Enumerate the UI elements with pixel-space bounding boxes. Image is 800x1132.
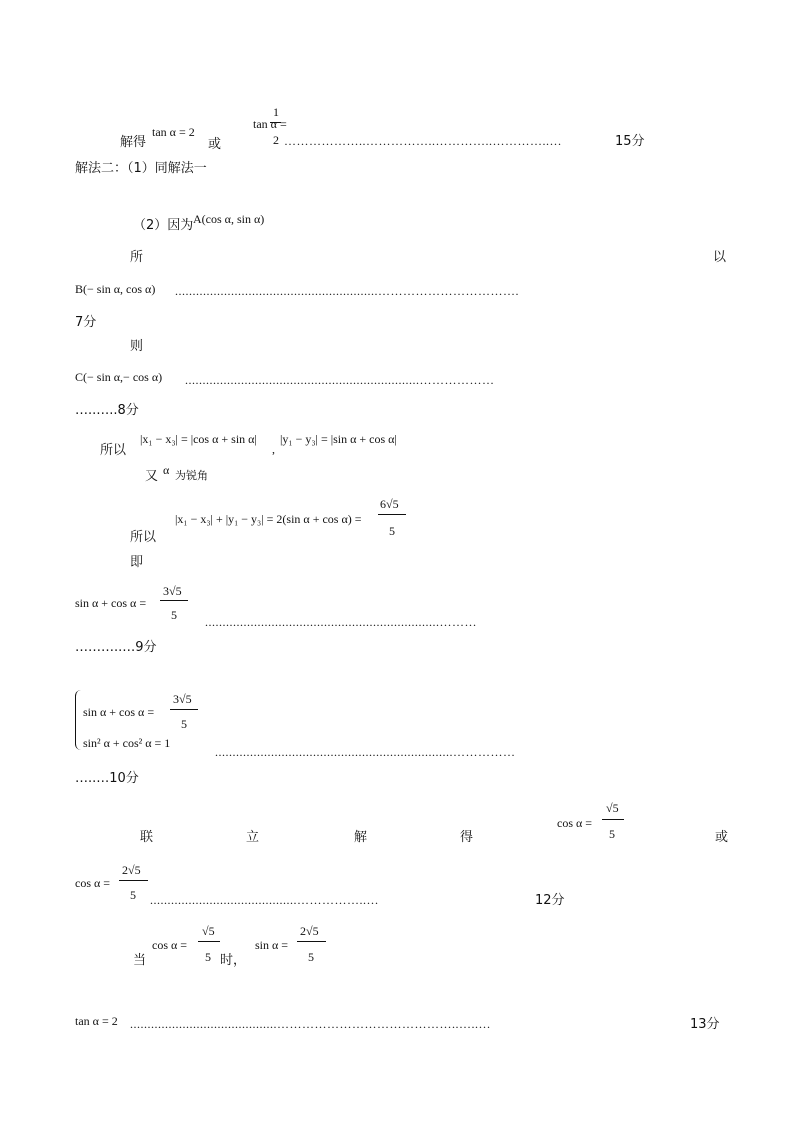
math: tan α = 2 xyxy=(75,1014,118,1028)
math: sin α = xyxy=(255,938,289,952)
fraction-bar xyxy=(119,880,148,881)
math: C(− sin α,− cos α) xyxy=(75,370,163,384)
text: 或 xyxy=(715,830,729,845)
fraction-bar xyxy=(378,514,406,515)
fraction-denominator: 5 xyxy=(171,608,177,622)
fraction-numerator: 1 xyxy=(273,105,279,119)
fraction-denominator: 5 xyxy=(389,524,395,538)
math: |y₁ − y₃| = |sin α + cos α| xyxy=(280,432,397,446)
text: 以 xyxy=(713,250,727,265)
text: 所以 xyxy=(130,530,157,545)
fraction-denominator: 5 xyxy=(609,827,615,841)
score: …..…10分 xyxy=(75,771,139,786)
math: tan α = 2 xyxy=(152,125,195,139)
text: 为锐角 xyxy=(175,469,208,482)
fraction-denominator: 5 xyxy=(181,717,187,731)
score: 7分 xyxy=(75,315,97,330)
math: cos α = xyxy=(557,816,593,830)
score: ………..…9分 xyxy=(75,640,157,655)
text: 解 xyxy=(354,830,368,845)
math: |x₁ − x₃| + |y₁ − y₃| = 2(sin α + cos α) = xyxy=(175,512,362,526)
math: α xyxy=(163,463,170,477)
fraction-numerator: √5 xyxy=(202,924,215,938)
text: （2）因为 xyxy=(133,218,194,233)
math: cos α = xyxy=(152,938,188,952)
text: 即 xyxy=(130,555,144,570)
fraction-bar xyxy=(198,941,220,942)
math: tan α = xyxy=(253,117,287,131)
math: sin² α + cos² α = 1 xyxy=(83,736,171,750)
fraction-numerator: 3√5 xyxy=(173,692,192,706)
score: …..…..8分 xyxy=(75,403,139,418)
fraction-bar xyxy=(297,941,326,942)
fraction-denominator: 5 xyxy=(205,950,211,964)
leader-dots: ..........................................................……………………………. xyxy=(175,285,519,297)
text: 或 xyxy=(208,137,222,152)
score: 12分 xyxy=(535,893,565,908)
fraction-denominator: 2 xyxy=(273,133,279,147)
leader-dots: ....................................................................…………… xyxy=(215,746,516,758)
math: B(− sin α, cos α) xyxy=(75,282,156,296)
math: sin α + cos α = xyxy=(83,705,155,719)
text: 得 xyxy=(460,830,474,845)
text: 时， xyxy=(220,953,247,968)
leader-dots: ...................................................................……… xyxy=(205,616,477,628)
text: 当 xyxy=(133,953,147,968)
leader-dots: ..........................................……………..… xyxy=(150,894,379,906)
text: 解得 xyxy=(120,135,147,150)
math: cos α = xyxy=(75,876,111,890)
fraction-numerator: 3√5 xyxy=(163,584,182,598)
fraction-numerator: √5 xyxy=(606,801,619,815)
fraction-bar xyxy=(270,122,281,123)
heading: 解法二：（1）同解法一 xyxy=(75,161,207,176)
fraction-numerator: 2√5 xyxy=(122,863,141,877)
text: 联 xyxy=(140,830,154,845)
fraction-denominator: 5 xyxy=(308,950,314,964)
text: 所 xyxy=(130,250,144,265)
leader-dots: ...................................................................……………… xyxy=(185,374,495,386)
text: 又 xyxy=(145,469,159,484)
math: sin α + cos α = xyxy=(75,596,147,610)
fraction-denominator: 5 xyxy=(130,888,136,902)
text: 则 xyxy=(130,339,144,354)
fraction-numerator: 6√5 xyxy=(380,497,399,511)
leader-dots: ..........................................……………………………………..…..… xyxy=(130,1018,491,1030)
fraction-bar xyxy=(170,709,198,710)
text: 所以 xyxy=(100,443,127,458)
math: |x₁ − x₃| = |cos α + sin α| xyxy=(140,432,257,446)
math: A(cos α, sin α) xyxy=(193,212,265,226)
fraction-bar xyxy=(602,819,624,820)
leader-dots: ………………..……………..…………..…………..… xyxy=(284,135,562,147)
score: 13分 xyxy=(690,1017,720,1032)
score: 15分 xyxy=(615,134,645,149)
text: , xyxy=(272,442,275,456)
fraction-numerator: 2√5 xyxy=(300,924,319,938)
text: 立 xyxy=(246,830,260,845)
fraction-bar xyxy=(160,600,188,601)
